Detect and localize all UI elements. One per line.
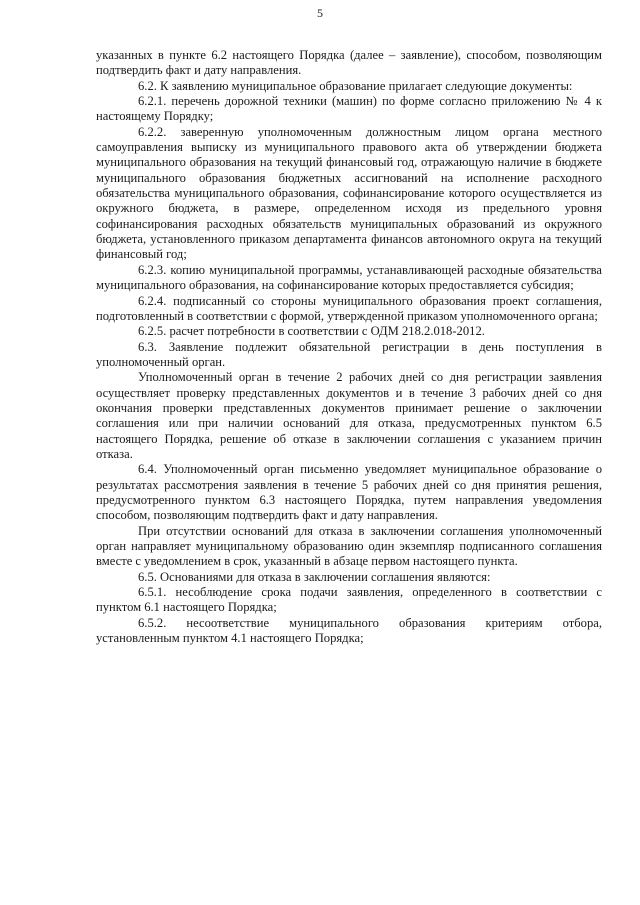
paragraph-6-3-review: Уполномоченный орган в течение 2 рабочих дней со дня регистрации заявления осуществляет проверку представленных документов и в течение 3 рабочих дней со дня окончания проверки представленных документов принимает решение о заключении соглашения или при наличии оснований для отказа, предусмотренных пунктом 6.5 настоящего Порядка, решение об отказе в заключении соглашения с указанием причин отказа.: [96, 370, 602, 461]
document-body: [96, 48, 602, 646]
paragraph-6-5: 6.5. Основаниями для отказа в заключении соглашения являются:: [138, 569, 491, 584]
paragraph-6-4: 6.4. Уполномоченный орган письменно уведомляет муниципальное образование о результатах рассмотрения заявления в течение 5 рабочих дней со дня принятия решения, предусмотренного пунктом 6.3 настоящего Порядка, путем направления уведомления способом, позволяющим подтвердить факт и дату направления.: [96, 462, 602, 523]
paragraph-6-5-1: 6.5.1. несоблюдение срока подачи заявления, определенного в соответствии с пунктом 6.1 настоящего Порядка;: [96, 585, 602, 615]
paragraph-6-2: 6.2. К заявлению муниципальное образование прилагает следующие документы:: [138, 78, 573, 93]
paragraph-6-4-agreement: При отсутствии оснований для отказа в заключении соглашения уполномоченный орган направляет муниципальному образованию один экземпляр подписанного соглашения вместе с уведомлением в срок, указанный в абзаце первом настоящего пункта.: [96, 523, 602, 569]
paragraph-6-3: 6.3. Заявление подлежит обязательной регистрации в день поступления в уполномоченный орган.: [96, 339, 602, 369]
paragraph-6-5-2: 6.5.2. несоответствие муниципального образования критериям отбора, установленным пунктом 4.1 настоящего Порядка;: [96, 615, 602, 646]
paragraph-6-2-5: 6.2.5. расчет потребности в соответствии с ОДМ 218.2.018-2012.: [138, 324, 485, 339]
paragraph-continuation: указанных в пункте 6.2 настоящего Порядка (далее – заявление), способом, позволяющим подтвердить факт и дату направления.: [96, 48, 602, 78]
paragraph-6-2-1: 6.2.1. перечень дорожной техники (машин) по форме согласно приложению № 4 к настоящему Порядку;: [96, 94, 602, 124]
paragraph-6-2-4: 6.2.4. подписанный со стороны муниципального образования проект соглашения, подготовленный в соответствии с формой, утвержденной приказом уполномоченного органа;: [96, 293, 602, 323]
page-number: 5: [317, 6, 323, 20]
paragraph-6-2-3: 6.2.3. копию муниципальной программы, устанавливающей расходные обязательства муниципального образования, на софинансирование которых предоставляется субсидия;: [96, 262, 602, 293]
paragraph-6-2-2: 6.2.2. заверенную уполномоченным должностным лицом органа местного самоуправления выписку из муниципального правового акта об утверждении бюджета муниципального образования на текущий финансовый год, отражающую наличие в бюджете муниципального образования бюджетных ассигнований на исполнение расходного обязательства муниципального образования, софинансирование которого осуществляется из окружного бюджета, в размере, определенном исходя из предельного уровня софинансирования расходных обязательств муниципальных образований из окружного бюджета, установленного приказом департамента финансов автономного округа на текущий финансовый год;: [96, 124, 602, 262]
